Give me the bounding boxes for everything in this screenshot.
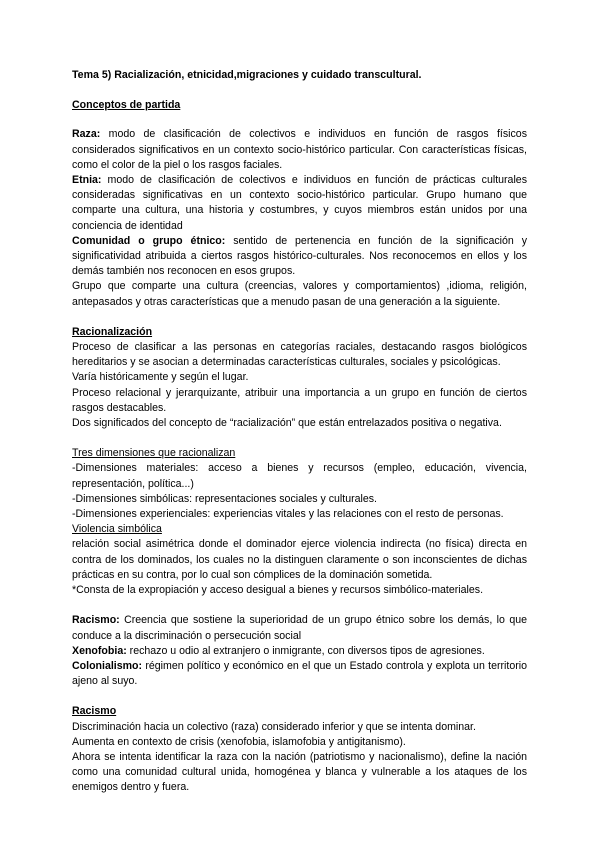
racionalizacion-p4: Dos significados del concepto de “racialización” que están entrelazados positiva o negativa. <box>72 417 502 430</box>
term-colonialismo: Colonialismo: <box>72 659 143 672</box>
term-raza: Raza: <box>72 128 101 141</box>
violencia-p2: *Consta de la expropiación y acceso desigual a bienes y recursos simbólico-materiales. <box>72 584 484 597</box>
dimension-experienciales: -Dimensiones experienciales: experiencias vitales y las relaciones con el resto de personas. <box>72 508 504 521</box>
def-raza <box>72 127 527 173</box>
dimension-materiales: -Dimensiones materiales: acceso a bienes y recursos (empleo, educación, vivencia, representación, política...) <box>72 462 527 490</box>
text-raza: modo de clasificación de colectivos e individuos en función de rasgos físicos considerados significativos en un contexto socio-histórico particular. Con características físicas, como el color de la piel o los rasgos faciales. <box>72 128 527 171</box>
violencia-p1: relación social asimétrica donde el dominador ejerce violencia indirecta (no física) directa en contra de los dominados, los cuales no la distinguen claramente o son inconscientes de dichas prácticas en su contra, por lo cual son cómplices de la dominación sometida. <box>72 538 527 581</box>
racionalizacion-p2: Varía históricamente y según el lugar. <box>72 371 249 384</box>
term-xenofobia: Xenofobia: <box>72 644 127 657</box>
racionalizacion-p3: Proceso relacional y jerarquizante, atribuir una importancia a un grupo en función de ciertos rasgos destacables. <box>72 386 527 414</box>
def-comunidad <box>72 234 527 280</box>
heading-racismo: Racismo <box>72 705 117 718</box>
text-etnia: modo de clasificación de colectivos e individuos en función de prácticas culturales consideradas significativas en un contexto socio-histórico particular. Grupo humano que comparte una cultura, una historia y costumbres, y cuyos miembros están unidos por una conciencia de identidad <box>72 174 527 232</box>
racismo-p1: Discriminación hacia un colectivo (raza) considerado inferior y que se intenta dominar. <box>72 720 476 733</box>
def-colonialismo <box>72 659 527 689</box>
def-etnia <box>72 173 527 234</box>
heading-conceptos: Conceptos de partida <box>72 99 181 112</box>
term-comunidad: Comunidad o grupo étnico: <box>72 234 226 247</box>
term-racismo: Racismo: <box>72 614 120 627</box>
heading-dimensiones: Tres dimensiones que racionalizan <box>72 447 236 460</box>
text-racismo: Creencia que sostiene la superioridad de un grupo étnico sobre los demás, lo que conduce a la discriminación o persecución social <box>72 614 527 642</box>
def-xenofobia <box>72 644 527 659</box>
term-etnia: Etnia: <box>72 174 102 187</box>
document-page <box>72 68 527 796</box>
text-grupo: Grupo que comparte una cultura (creencias, valores y comportamientos) ,idioma, religión, antepasados y otras características que a menudo pasan de una generación a la siguiente. <box>72 280 527 308</box>
racismo-p2: Aumenta en contexto de crisis (xenofobia, islamofobia y antigitanismo). <box>72 735 406 748</box>
text-comunidad: sentido de pertenencia en función de la significación y significatividad atribuida a ciertos rasgos histórico-culturales. Nos reconocemos en ellos y los demás también nos reconocen en esos grupos. <box>72 234 527 278</box>
text-xenofobia: rechazo u odio al extranjero o inmigrante, con diversos tipos de agresiones. <box>126 644 485 657</box>
heading-racionalizacion: Racionalización <box>72 325 153 338</box>
text-colonialismo: régimen político y económico en el que un Estado controla y explota un territorio ajeno al suyo. <box>72 659 527 688</box>
heading-violencia: Violencia simbólica <box>72 523 162 536</box>
dimension-simbolicas: -Dimensiones simbólicas: representaciones sociales y culturales. <box>72 492 377 505</box>
racismo-p3: Ahora se intenta identificar la raza con la nación (patriotismo y nacionalismo), define la nación como una comunidad cultural unida, homogénea y blanca y vulnerable a los ataques de los enemigos dentro y fuera. <box>72 750 527 794</box>
def-racismo <box>72 613 527 643</box>
racionalizacion-p1: Proceso de clasificar a las personas en categorías raciales, destacando rasgos biológicos hereditarios y se asocian a determinadas características culturales, sociales y psicológicas. <box>72 341 527 369</box>
document-title: Tema 5) Racialización, etnicidad,migraciones y cuidado transcultural. <box>72 69 422 81</box>
